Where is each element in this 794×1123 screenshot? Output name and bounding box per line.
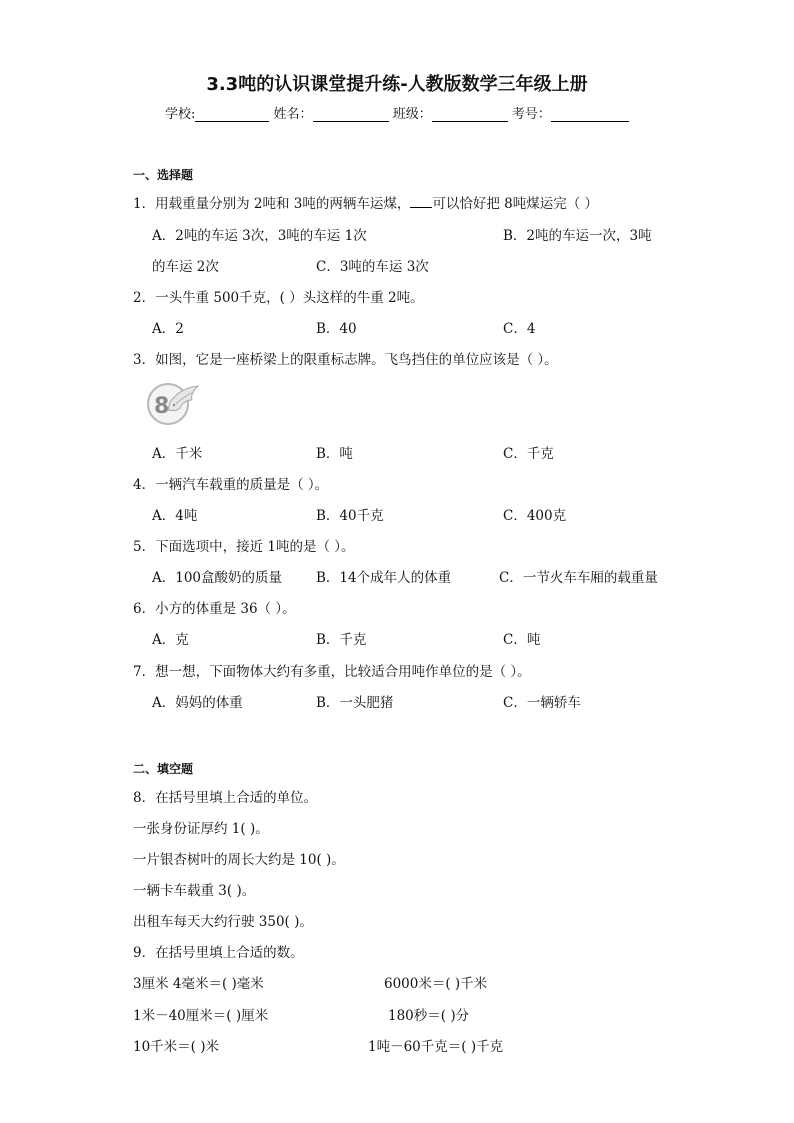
- q7-option-c[interactable]: C．一辆轿车: [503, 695, 581, 711]
- exam-no-blank[interactable]: [551, 107, 629, 122]
- name-blank[interactable]: [313, 107, 389, 122]
- class-blank[interactable]: [432, 107, 508, 122]
- question-2: 2．一头牛重 500千克，( ）头这样的牛重 2吨。: [133, 290, 424, 306]
- question-5: 5．下面选项中，接近 1吨的是（ ）。: [133, 539, 355, 555]
- q7-option-a[interactable]: A．妈妈的体重: [152, 695, 243, 711]
- q8-line-4[interactable]: 出租车每天大约行驶 350( )。: [133, 914, 313, 930]
- page-title: 3.3吨的认识课堂提升练-人教版数学三年级上册: [206, 74, 588, 95]
- q6-option-a[interactable]: A．克: [152, 632, 189, 648]
- q1-option-a[interactable]: A．2吨的车运 3次，3吨的车运 1次: [152, 228, 367, 244]
- q5-option-a[interactable]: A．100盒酸奶的质量: [152, 570, 283, 586]
- question-9: 9．在括号里填上合适的数。: [133, 945, 304, 961]
- q5-option-b[interactable]: B．14个成年人的体重: [316, 570, 452, 586]
- q9-item-2[interactable]: 6000米＝( )千米: [384, 976, 488, 992]
- q1-option-b[interactable]: B．2吨的车运一次，3吨: [503, 228, 652, 244]
- q8-line-3[interactable]: 一辆卡车载重 3( )。: [133, 883, 256, 899]
- q4-option-c[interactable]: C．400克: [503, 508, 567, 524]
- q8-line-2[interactable]: 一片银杏树叶的周长大约是 10( )。: [133, 852, 345, 868]
- q1-blank[interactable]: [410, 195, 432, 208]
- q3-option-b[interactable]: B．吨: [316, 446, 353, 462]
- bird-sign-icon: [146, 378, 200, 428]
- q3-option-c[interactable]: C．千克: [503, 446, 554, 462]
- q1-option-b-continued: 的车运 2次: [152, 259, 219, 275]
- q9-item-5[interactable]: 10千米＝( )米: [133, 1039, 220, 1055]
- exam-no-label: 考号：: [511, 107, 551, 122]
- school-blank[interactable]: [195, 107, 269, 122]
- q8-line-1[interactable]: 一张身份证厚约 1( )。: [133, 821, 269, 837]
- q4-option-b[interactable]: B．40千克: [316, 508, 384, 524]
- question-4: 4．一辆汽车载重的质量是（ ）。: [133, 477, 329, 493]
- weight-limit-sign-image: [146, 378, 200, 428]
- q1-stem-a: 1．用载重量分别为 2吨和 3吨的两辆车运煤，: [133, 196, 411, 212]
- q2-option-a[interactable]: A．2: [152, 321, 184, 337]
- question-1: [133, 192, 598, 212]
- question-3: 3．如图，它是一座桥梁上的限重标志牌。飞鸟挡住的单位应该是（ ）。: [133, 352, 558, 368]
- q3-option-a[interactable]: A．千米: [152, 446, 203, 462]
- question-7: 7．想一想，下面物体大约有多重，比较适合用吨作单位的是（ ）。: [133, 664, 531, 680]
- q7-option-b[interactable]: B．一头肥猪: [316, 695, 394, 711]
- q9-item-1[interactable]: 3厘米 4毫米＝( )毫米: [133, 976, 264, 992]
- section-heading-choice: 一、选择题: [133, 168, 194, 182]
- question-8: 8．在括号里填上合适的单位。: [133, 790, 318, 806]
- q4-option-a[interactable]: A．4吨: [152, 508, 198, 524]
- q9-item-6[interactable]: 1吨－60千克＝( )千克: [368, 1039, 504, 1055]
- q1-option-c[interactable]: C．3吨的车运 3次: [316, 259, 429, 275]
- q5-option-c[interactable]: C．一节火车车厢的载重量: [499, 570, 658, 586]
- q2-option-c[interactable]: C．4: [503, 321, 536, 337]
- q6-option-b[interactable]: B．千克: [316, 632, 367, 648]
- class-label: 班级：: [392, 107, 432, 122]
- name-label: 姓名：: [273, 107, 313, 122]
- section-heading-fill: 二、填空题: [133, 762, 194, 776]
- student-info: [165, 103, 629, 122]
- q1-stem-b: 可以恰好把 8吨煤运完（ ）: [432, 196, 599, 212]
- sign-number: 8: [154, 394, 170, 419]
- school-label: 学校:: [165, 107, 196, 122]
- q9-item-4[interactable]: 180秒＝( )分: [388, 1008, 470, 1024]
- question-6: 6．小方的体重是 36（ ）。: [133, 601, 296, 617]
- q2-option-b[interactable]: B．40: [316, 321, 357, 337]
- q9-item-3[interactable]: 1米－40厘米＝( )厘米: [133, 1008, 269, 1024]
- q6-option-c[interactable]: C．吨: [503, 632, 541, 648]
